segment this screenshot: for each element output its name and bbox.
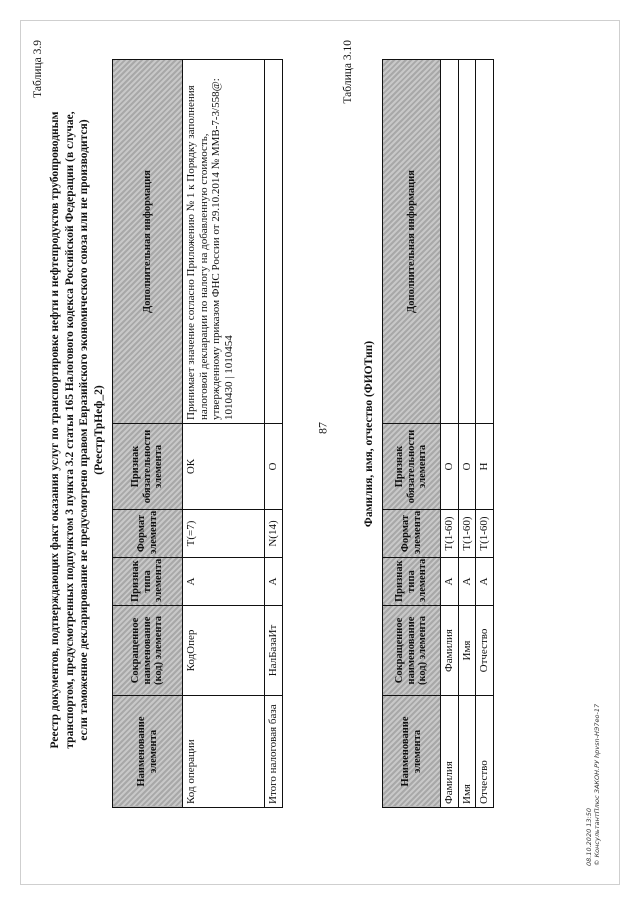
cell-required: О bbox=[441, 424, 459, 510]
table-3-9 bbox=[112, 59, 283, 808]
table-3-9-caption: Таблица 3.9 bbox=[32, 40, 44, 98]
cell-format: T(1-60) bbox=[441, 510, 459, 558]
cell-code: НалБазаИт bbox=[265, 606, 283, 696]
table-row bbox=[265, 60, 283, 808]
cell-name: Итого налоговая база bbox=[265, 696, 283, 808]
cell-type: А bbox=[183, 558, 265, 606]
header-cell: Сокращенное наименование (код) элемента bbox=[113, 606, 183, 696]
title-line: (РеестрТрНеф_2) bbox=[92, 385, 105, 475]
cell-type: А bbox=[265, 558, 283, 606]
header-cell: Наименование элемента bbox=[383, 696, 441, 808]
table-3-10-title: Фамилия, имя, отчество (ФИОТип) bbox=[363, 340, 375, 528]
cell-format: N(14) bbox=[265, 510, 283, 558]
table-3-10 bbox=[382, 59, 494, 808]
cell-code: КодОпер bbox=[183, 606, 265, 696]
table-row bbox=[458, 60, 476, 808]
cell-type: А bbox=[458, 558, 476, 606]
title-line: Реестр документов, подтверждающих факт оказания услуг по транспортировке нефти и нефтепродуктов трубопроводным bbox=[49, 111, 61, 749]
cell-info: Принимает значение согласно Приложению № 1 к Порядку заполнения налоговой декларации по налогу на добавленную стоимость, утвержденному приказом ФНС России от 29.10.2014 № ММВ-7-3/558@: 1010430 | 1010454 bbox=[183, 60, 265, 424]
cell-required: О bbox=[265, 424, 283, 510]
header-cell: Признак типа элемента bbox=[383, 558, 441, 606]
cell-code: Отчество bbox=[476, 606, 494, 696]
footer-date: 08.10.2020 13:50 bbox=[585, 807, 593, 866]
cell-code: Фамилия bbox=[441, 606, 459, 696]
cell-required: ОК bbox=[183, 424, 265, 510]
footer-note bbox=[585, 704, 601, 866]
table-row bbox=[183, 60, 265, 808]
cell-info bbox=[458, 60, 476, 424]
header-cell: Формат элемента bbox=[113, 510, 183, 558]
header-cell: Наименование элемента bbox=[113, 696, 183, 808]
title-line: если таможенное декларирование не предусмотрено правом Евразийского экономического союза или не производится) bbox=[78, 119, 90, 741]
cell-required: О bbox=[458, 424, 476, 510]
table-3-9-title bbox=[48, 50, 106, 810]
cell-format: T(=7) bbox=[183, 510, 265, 558]
cell-type: А bbox=[441, 558, 459, 606]
title-line: транспортом, предусмотренных подпунктом 3 пункта 3.2 статьи 165 Налогового кодекса Российской Федерации (в случае, bbox=[63, 111, 76, 749]
header-cell: Дополнительная информация bbox=[383, 60, 441, 424]
cell-name: Имя bbox=[458, 696, 476, 808]
header-cell: Формат элемента bbox=[383, 510, 441, 558]
footer-source: © КонсультантПлюс ЗАКОН.РУ hpvsn-НЭ7ео-17 bbox=[593, 703, 601, 866]
header-cell: Дополнительная информация bbox=[113, 60, 183, 424]
page-number: 87 bbox=[315, 422, 330, 434]
cell-name: Отчество bbox=[476, 696, 494, 808]
cell-name: Код операции bbox=[183, 696, 265, 808]
header-cell: Признак обязательности элемента bbox=[383, 424, 441, 510]
cell-info bbox=[265, 60, 283, 424]
header-cell: Сокращенное наименование (код) элемента bbox=[383, 606, 441, 696]
table-row bbox=[476, 60, 494, 808]
cell-info bbox=[441, 60, 459, 424]
cell-required: Н bbox=[476, 424, 494, 510]
table-header-row bbox=[113, 60, 183, 808]
header-cell: Признак типа элемента bbox=[113, 558, 183, 606]
cell-code: Имя bbox=[458, 606, 476, 696]
rotated-document-content bbox=[30, 20, 610, 880]
cell-format: T(1-60) bbox=[476, 510, 494, 558]
table-header-row bbox=[383, 60, 441, 808]
cell-name: Фамилия bbox=[441, 696, 459, 808]
cell-format: T(1-60) bbox=[458, 510, 476, 558]
table-3-10-caption: Таблица 3.10 bbox=[342, 40, 354, 104]
cell-info bbox=[476, 60, 494, 424]
header-cell: Признак обязательности элемента bbox=[113, 424, 183, 510]
cell-type: А bbox=[476, 558, 494, 606]
table-row bbox=[441, 60, 459, 808]
